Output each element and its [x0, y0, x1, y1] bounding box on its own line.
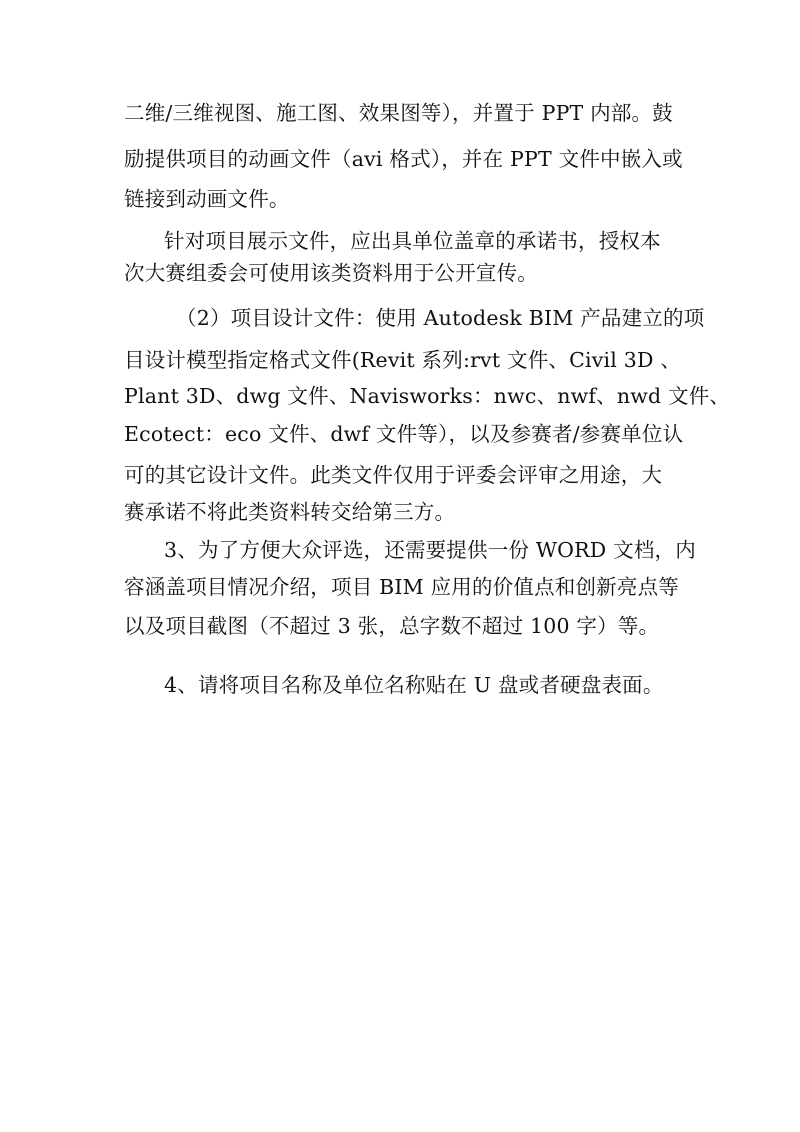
body-line: 3、为了方便大众评选，还需要提供一份 WORD 文档，内 — [164, 538, 696, 562]
body-line: 4、请将项目名称及单位名称贴在 U 盘或者硬盘表面。 — [164, 673, 664, 697]
body-line: 可的其它设计文件。此类文件仅用于评委会评审之用途，大 — [124, 463, 663, 487]
body-line: 二维/三维视图、施工图、效果图等），并置于 PPT 内部。鼓 — [124, 101, 673, 125]
body-line: Ecotect：eco 文件、dwf 文件等），以及参赛者/参赛单位认 — [124, 422, 684, 446]
body-line: 针对项目展示文件，应出具单位盖章的承诺书，授权本 — [164, 229, 661, 253]
body-line: 以及项目截图（不超过 3 张，总字数不超过 100 字）等。 — [124, 614, 660, 638]
body-line: 目设计模型指定格式文件(Revit 系列:rvt 文件、Civil 3D 、 — [124, 348, 682, 372]
body-line: 容涵盖项目情况介绍，项目 BIM 应用的价值点和创新亮点等 — [124, 575, 679, 599]
body-line: 赛承诺不将此类资料转交给第三方。 — [124, 500, 456, 524]
body-line: 次大赛组委会可使用该类资料用于公开宣传。 — [124, 261, 538, 285]
body-line: 励提供项目的动画文件（avi 格式），并在 PPT 文件中嵌入或 — [124, 147, 683, 171]
body-line: 链接到动画文件。 — [124, 187, 290, 211]
body-line: Plant 3D、dwg 文件、Navisworks：nwc、nwf、nwd 文件、 — [124, 384, 731, 408]
body-line: （2）项目设计文件：使用 Autodesk BIM 产品建立的项 — [176, 306, 705, 330]
